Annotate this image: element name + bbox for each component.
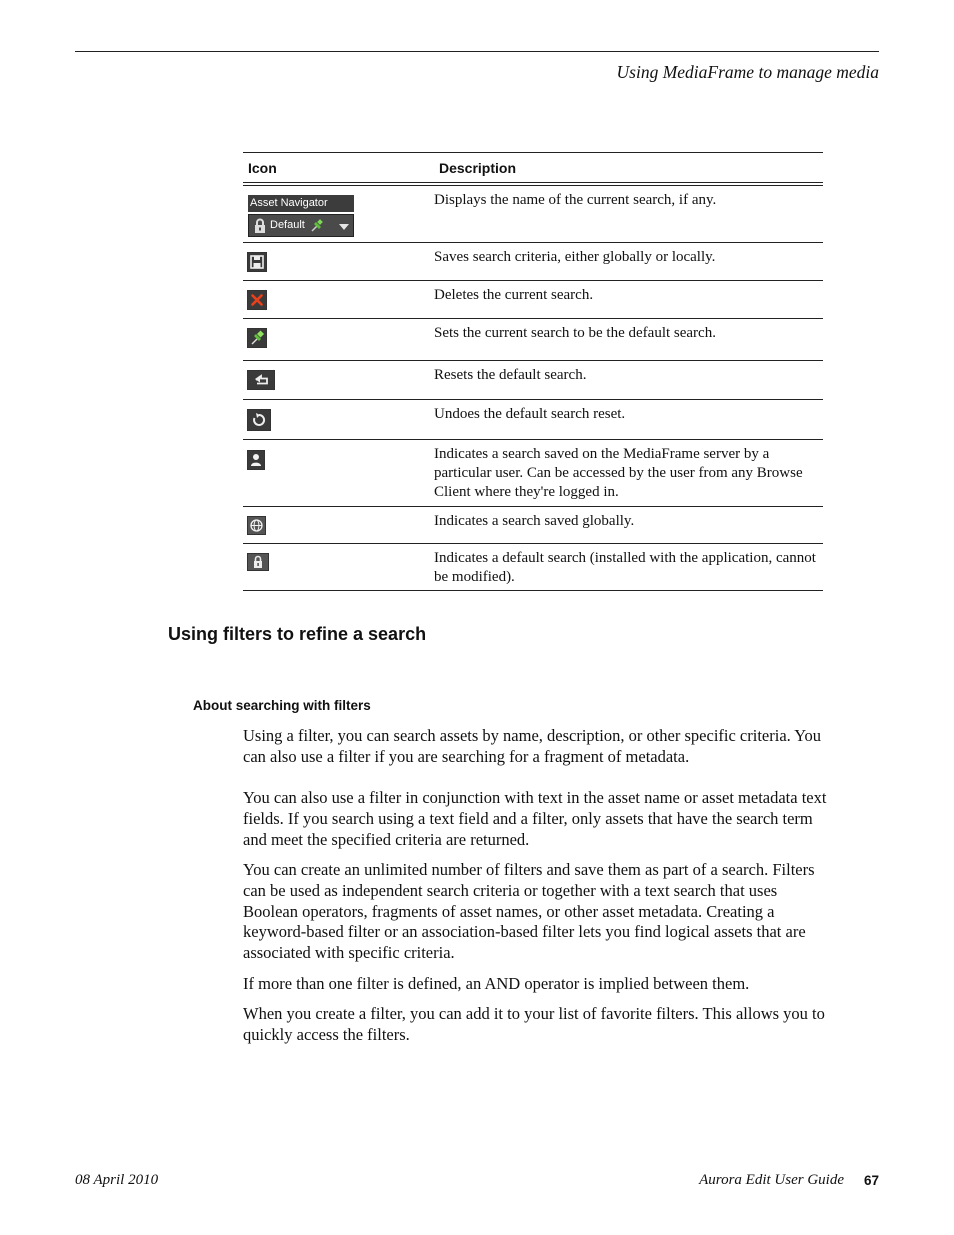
row-description: Resets the default search. [434, 360, 823, 399]
table-row [243, 543, 823, 590]
table-row [243, 439, 823, 506]
section-heading: Using filters to refine a search [168, 624, 427, 644]
chevron-down-icon[interactable] [338, 222, 350, 232]
header-rule [75, 51, 879, 52]
body-paragraph: You can create an unlimited number of filters and save them as part of a search. Filters can be used as independent search criteria or together with a text search that uses Boolean operators, fragments of asset names, or other asset metadata. Creating a keyword-based filter or an association-based filter lets you find logical assets that are associated with specific criteria. [243, 860, 815, 963]
row-description: Undoes the default search reset. [434, 399, 823, 439]
row-description: Displays the name of the current search, if any. [434, 184, 823, 242]
page-number: 67 [863, 1173, 879, 1188]
footer-guide-title: Aurora Edit User Guide [699, 1172, 844, 1188]
asset-navigator-value: Default [270, 219, 305, 231]
body-paragraph: When you create a filter, you can add it to your list of favorite filters. This allows you to quickly access the filters. [243, 1004, 825, 1044]
column-header-description: Description [434, 153, 823, 185]
body-paragraph: If more than one filter is defined, an AND operator is implied between them. [243, 974, 750, 993]
pushpin-icon [247, 328, 267, 348]
row-description: Deletes the current search. [434, 280, 823, 318]
column-header-icon: Icon [243, 153, 434, 185]
asset-navigator-title: Asset Navigator [248, 195, 354, 212]
icon-description-table [243, 152, 823, 591]
table-row [243, 242, 823, 280]
row-description: Sets the current search to be the default search. [434, 318, 823, 360]
undo-reset-icon [247, 409, 271, 431]
table-row [243, 280, 823, 318]
reset-default-icon [247, 370, 275, 390]
body-paragraph: You can also use a filter in conjunction with text in the asset name or asset metadata text fields. If you search using a text field and a filter, only assets that have the search term and meet the specified criteria are returned. [243, 788, 827, 849]
table-row [243, 360, 823, 399]
subsection-heading: About searching with filters [193, 698, 371, 713]
footer-date: 08 April 2010 [75, 1172, 159, 1188]
running-header: Using MediaFrame to manage media [616, 62, 879, 82]
lock-icon [247, 553, 269, 571]
body-paragraph: Using a filter, you can search assets by name, description, or other specific criteria. You can also use a filter if you are searching for a fragment of metadata. [243, 726, 822, 766]
table-row [243, 399, 823, 439]
asset-navigator-widget [248, 195, 354, 237]
save-icon [247, 252, 267, 272]
pushpin-icon [310, 219, 324, 233]
table-row [243, 506, 823, 543]
globe-icon [247, 516, 266, 535]
asset-navigator-search-bar [248, 214, 354, 237]
user-icon [247, 450, 265, 470]
lock-icon [253, 218, 267, 234]
table-row [243, 184, 823, 242]
row-description: Indicates a search saved on the MediaFrame server by a particular user. Can be accessed by the user from any Browse Client where they're logged in. [434, 439, 823, 506]
row-description: Saves search criteria, either globally or locally. [434, 242, 823, 280]
table-row [243, 318, 823, 360]
row-description: Indicates a search saved globally. [434, 506, 823, 543]
row-description: Indicates a default search (installed with the application, cannot be modified). [434, 543, 823, 590]
delete-icon [247, 290, 267, 310]
